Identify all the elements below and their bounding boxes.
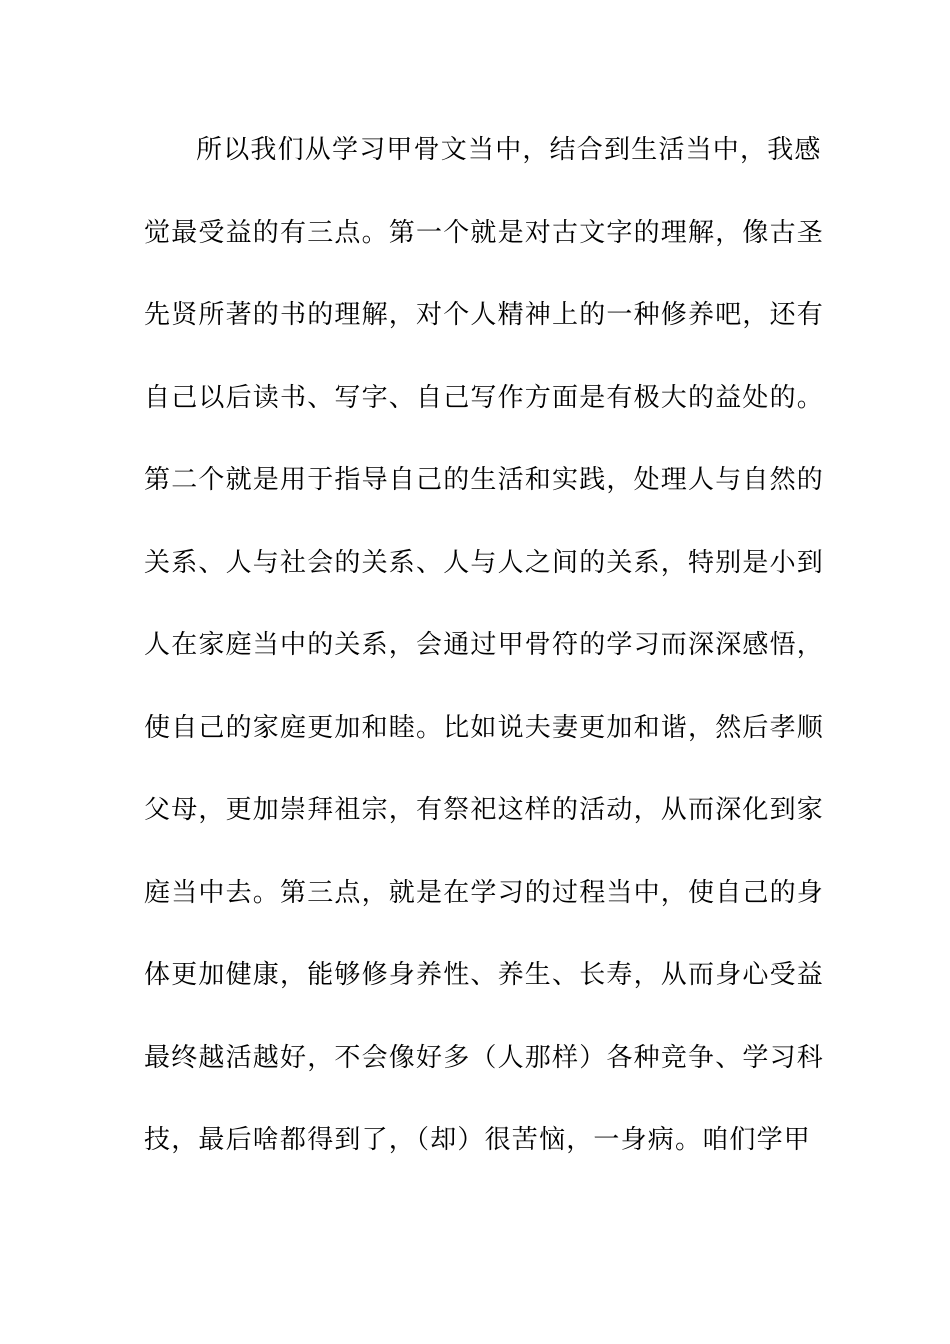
text-line: 关系、人与社会的关系、人与人之间的关系，特别是小到	[144, 547, 825, 578]
text-line: 先贤所著的书的理解，对个人精神上的一种修养吧，还有	[144, 300, 825, 330]
text-line: 自己以后读书、写字、自己写作方面是有极大的益处的。	[144, 382, 825, 413]
text-line: 第二个就是用于指导自己的生活和实践，处理人与自然的	[144, 465, 825, 495]
text-line: 最终越活越好，不会像好多（人那样）各种竞争、学习科	[144, 1042, 825, 1073]
text-line: 技，最后啥都得到了，（却）很苦恼，一身病。咱们学甲	[144, 1125, 812, 1155]
text-line: 觉最受益的有三点。第一个就是对古文字的理解，像古圣	[144, 217, 825, 248]
text-line: 父母，更加崇拜祖宗，有祭祀这样的活动，从而深化到家	[144, 795, 825, 825]
body-paragraph	[144, 124, 825, 1197]
text-line: 人在家庭当中的关系，会通过甲骨符的学习而深深感悟，	[144, 630, 825, 660]
text-line: 所以我们从学习甲骨文当中，结合到生活当中，我感	[196, 135, 822, 165]
text-line: 体更加健康，能够修身养性、养生、长寿，从而身心受益	[144, 960, 825, 990]
text-line: 使自己的家庭更加和睦。比如说夫妻更加和谐，然后孝顺	[144, 712, 825, 743]
text-line: 庭当中去。第三点，就是在学习的过程当中，使自己的身	[144, 877, 825, 908]
